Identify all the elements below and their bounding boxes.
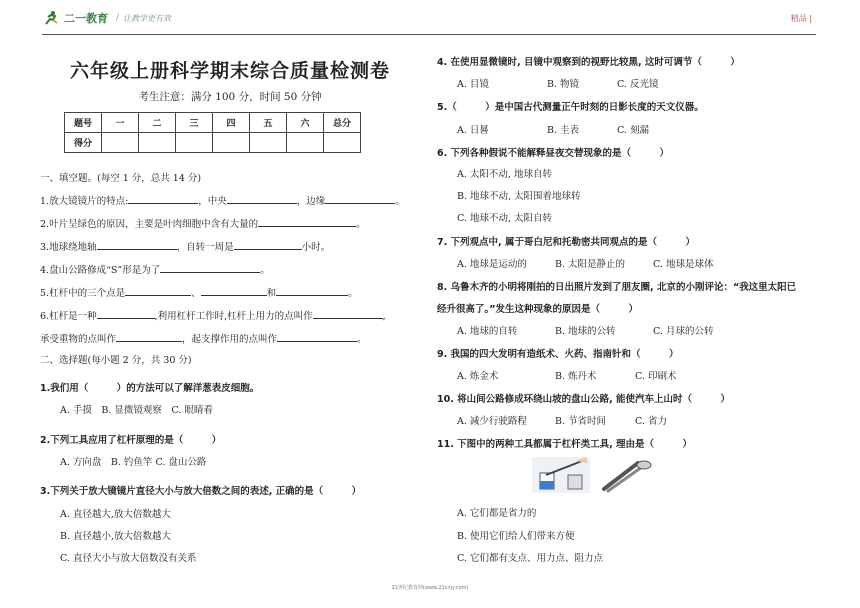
score-cell[interactable] bbox=[213, 133, 250, 153]
choice-option[interactable]: A. 炼金术 bbox=[457, 371, 499, 382]
left-column bbox=[40, 36, 420, 153]
pliers-icon bbox=[604, 461, 651, 491]
score-header-cell: 三 bbox=[176, 113, 213, 133]
score-header-cell: 六 bbox=[287, 113, 324, 133]
score-header-cell: 总分 bbox=[324, 113, 361, 133]
score-table bbox=[64, 112, 361, 153]
answer-blank[interactable] bbox=[325, 193, 395, 204]
choice-options-row bbox=[437, 413, 667, 427]
question-text: 。 bbox=[357, 334, 367, 345]
answer-blank[interactable] bbox=[128, 193, 198, 204]
choice-options-row bbox=[437, 76, 658, 90]
question-text: 。 bbox=[260, 265, 270, 276]
choice-option[interactable]: B. 地球不动, 太阳围着地球转 bbox=[457, 191, 581, 202]
choice-option[interactable]: C. 省力 bbox=[635, 416, 667, 427]
page-header bbox=[0, 0, 860, 36]
logo-separator: / bbox=[116, 13, 120, 23]
slogan: 让教学更有效 bbox=[123, 13, 172, 23]
quality-tag: 精品 | bbox=[790, 14, 812, 23]
choice-question-4: 4. 在使用显微镜时, 目镜中观察到的视野比较黑, 这时可调节（ ） bbox=[437, 57, 740, 68]
choice-option[interactable]: B. 炼丹术 bbox=[555, 371, 597, 382]
question-text: ，中央 bbox=[198, 196, 227, 207]
section1-heading: 一、填空题。(每空 1 分，总共 14 分) bbox=[40, 173, 202, 184]
choice-question-6: 6. 下列各种假说不能解释昼夜交替现象的是（ ） bbox=[437, 148, 670, 159]
choice-question-9: 9. 我国的四大发明有造纸术、火药、指南针和（ ） bbox=[437, 349, 679, 360]
answer-blank[interactable] bbox=[227, 193, 297, 204]
runner-icon bbox=[42, 10, 60, 26]
answer-blank[interactable] bbox=[258, 216, 356, 227]
choice-option[interactable]: C. 地球是球体 bbox=[653, 259, 714, 270]
score-table-score-row bbox=[65, 133, 361, 153]
page-footer: 21世纪教育网(www.21cnjy.com) bbox=[391, 585, 469, 591]
score-cell[interactable] bbox=[176, 133, 213, 153]
choice-options[interactable]: A. 方向盘 B. 钓鱼竿 C. 盘山公路 bbox=[60, 457, 207, 468]
answer-blank[interactable] bbox=[125, 285, 191, 296]
fill-question-4 bbox=[40, 262, 270, 278]
question-text: 3.地球绕地轴 bbox=[40, 242, 97, 253]
question-text: 4.盘山公路修成“S”形是为了 bbox=[40, 265, 161, 276]
score-header-cell: 题号 bbox=[65, 113, 102, 133]
lever-tools-illustration bbox=[532, 455, 656, 495]
score-table-header-row bbox=[65, 113, 361, 133]
choice-option[interactable]: C. 地球不动, 太阳自转 bbox=[457, 213, 553, 224]
choice-options-row bbox=[437, 256, 713, 270]
choice-question-8-cont: 经升很高了。”发生这种现象的原因是（ ） bbox=[437, 304, 638, 315]
choice-option[interactable]: A. 太阳不动, 地球自转 bbox=[457, 169, 552, 180]
fill-question-6-cont bbox=[40, 331, 367, 347]
header-divider bbox=[42, 34, 816, 35]
answer-blank[interactable] bbox=[116, 331, 182, 342]
question-text: 。 bbox=[348, 288, 358, 299]
question-text: 。 bbox=[395, 196, 405, 207]
choice-question-8: 8. 乌鲁木齐的小明将刚拍的日出照片发到了朋友圈, 北京的小刚评论：“我这里太阳已 bbox=[437, 282, 797, 293]
choice-options-row bbox=[437, 368, 676, 382]
choice-question-1: 1.我们用（ ）的方法可以了解洋葱表皮细胞。 bbox=[40, 383, 260, 394]
choice-option[interactable]: B. 地球的公转 bbox=[555, 326, 616, 337]
choice-options[interactable]: A. 手摸 B. 显微镜观察 C. 眼睛看 bbox=[60, 405, 213, 416]
choice-option[interactable]: B. 使用它们给人们带来方便 bbox=[457, 531, 575, 542]
question-text: ，自转一周是 bbox=[176, 242, 234, 253]
choice-option[interactable]: C. 印刷术 bbox=[635, 371, 677, 382]
answer-blank[interactable] bbox=[313, 308, 383, 319]
choice-options-row bbox=[437, 323, 713, 337]
score-cell[interactable] bbox=[250, 133, 287, 153]
choice-option[interactable]: A. 目镜 bbox=[457, 79, 489, 90]
fill-question-6 bbox=[40, 308, 386, 324]
choice-option[interactable]: C. 直径大小与放大倍数没有关系 bbox=[60, 553, 197, 564]
choice-option[interactable]: C. 刻漏 bbox=[617, 125, 649, 136]
score-header-cell: 二 bbox=[139, 113, 176, 133]
score-header-cell: 四 bbox=[213, 113, 250, 133]
score-cell[interactable] bbox=[139, 133, 176, 153]
choice-question-2: 2.下列工具应用了杠杆原理的是（ ） bbox=[40, 435, 222, 446]
score-header-cell: 五 bbox=[250, 113, 287, 133]
question-text: ,利用杠杆工作时,杠杆上用力的点叫作 bbox=[154, 311, 313, 322]
question-text: 和 bbox=[266, 288, 277, 299]
score-header-cell: 一 bbox=[102, 113, 139, 133]
choice-option[interactable]: C. 它们都有支点、用力点、阻力点 bbox=[457, 553, 603, 564]
choice-option[interactable]: B. 节省时间 bbox=[555, 416, 607, 427]
question-text: 小时。 bbox=[301, 242, 331, 253]
question-text: 、 bbox=[191, 288, 201, 299]
question-text: 2.叶片呈绿色的原因，主要是叶肉细胞中含有大量的 bbox=[40, 219, 259, 230]
choice-option[interactable]: B. 直径越小,放大倍数越大 bbox=[60, 531, 172, 542]
choice-option[interactable]: A. 减少行驶路程 bbox=[457, 416, 527, 427]
page-title: 六年级上册科学期末综合质量检测卷 bbox=[69, 60, 390, 82]
fill-question-3 bbox=[40, 239, 330, 255]
choice-option[interactable]: C. 反光镜 bbox=[617, 79, 659, 90]
choice-option[interactable]: A. 日晷 bbox=[457, 125, 489, 136]
choice-option[interactable]: A. 地球是运动的 bbox=[457, 259, 527, 270]
question-text: 。 bbox=[356, 219, 366, 230]
choice-option[interactable]: A. 地球的自转 bbox=[457, 326, 518, 337]
answer-blank[interactable] bbox=[160, 262, 260, 273]
score-cell[interactable] bbox=[102, 133, 139, 153]
fill-question-1 bbox=[40, 193, 405, 209]
choice-question-5: 5.（ ）是中国古代测量正午时刻的日影长度的天文仪器。 bbox=[437, 102, 704, 113]
question-text: , bbox=[382, 311, 386, 322]
score-row-label: 得分 bbox=[65, 133, 102, 153]
choice-option[interactable]: B. 太阳是静止的 bbox=[555, 259, 626, 270]
choice-question-10: 10. 将山间公路修成环绕山坡的盘山公路, 能使汽车上山时（ ） bbox=[437, 394, 731, 405]
choice-question-7: 7. 下列观点中, 属于哥白尼和托勒密共同观点的是（ ） bbox=[437, 237, 695, 248]
choice-question-3: 3.下列关于放大镜镜片直径大小与放大倍数之间的表述, 正确的是（ ） bbox=[40, 486, 362, 497]
choice-option[interactable]: C. 月球的公转 bbox=[653, 326, 714, 337]
question-text: ，边缘 bbox=[296, 196, 326, 207]
fill-question-2 bbox=[40, 216, 366, 232]
choice-options-row bbox=[437, 122, 649, 136]
fill-question-5 bbox=[40, 285, 358, 301]
score-cell[interactable] bbox=[287, 133, 324, 153]
score-cell[interactable] bbox=[324, 133, 361, 153]
answer-blank[interactable] bbox=[234, 239, 302, 250]
choice-option[interactable]: A. 直径越大,放大倍数越大 bbox=[60, 509, 171, 520]
spoon-lever-icon bbox=[532, 457, 590, 493]
question-text: 6.杠杆是一种 bbox=[40, 311, 97, 322]
choice-option[interactable]: B. 圭表 bbox=[547, 125, 580, 136]
exam-notice: 考生注意：满分 100 分，时间 50 分钟 bbox=[138, 91, 322, 103]
answer-blank[interactable] bbox=[277, 331, 357, 342]
question-text: 承受重物的点叫作 bbox=[40, 334, 117, 345]
choice-question-11: 11. 下图中的两种工具都属于杠杆类工具, 理由是（ ） bbox=[437, 439, 693, 450]
question-text: 5.杠杆中的三个点是 bbox=[40, 288, 126, 299]
answer-blank[interactable] bbox=[97, 239, 177, 250]
choice-option[interactable]: B. 物镜 bbox=[547, 79, 580, 90]
logo-text: 二一教育 bbox=[64, 12, 108, 25]
answer-blank[interactable] bbox=[276, 285, 348, 296]
answer-blank[interactable] bbox=[201, 285, 267, 296]
question-text: 1.放大镜镜片的特点: bbox=[40, 196, 129, 207]
section2-heading: 二、选择题(每小题 2 分，共 30 分) bbox=[40, 355, 192, 366]
question-text: ，起支撑作用的点叫作 bbox=[182, 334, 278, 345]
brand-logo bbox=[42, 10, 171, 26]
answer-blank[interactable] bbox=[97, 308, 155, 319]
choice-option[interactable]: A. 它们都是省力的 bbox=[457, 508, 537, 519]
